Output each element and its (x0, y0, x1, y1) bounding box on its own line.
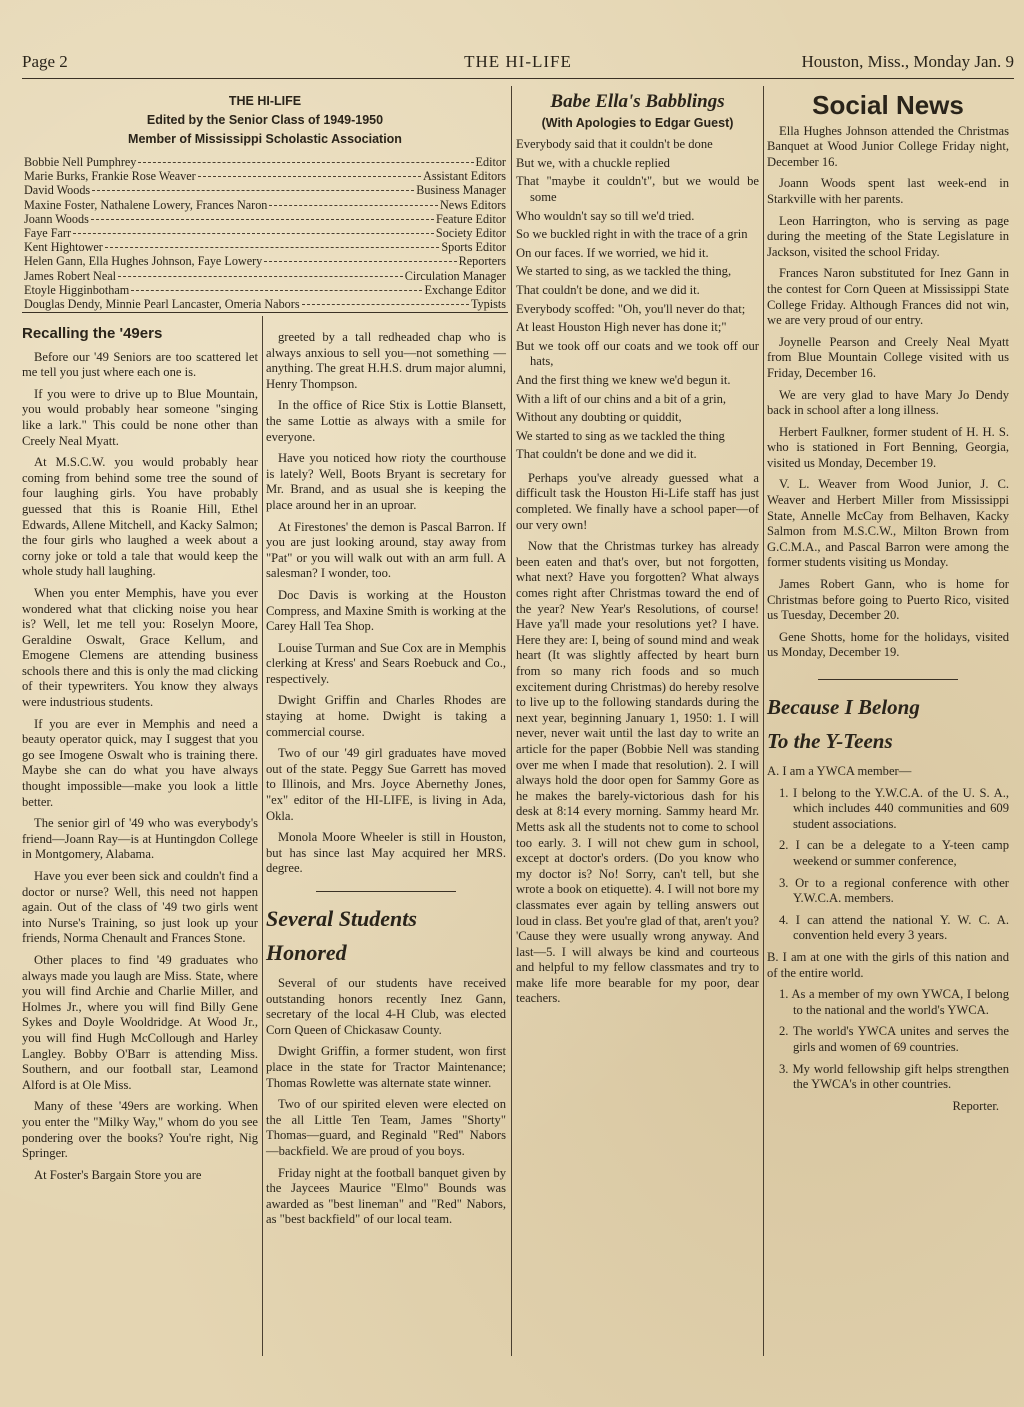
honored-paragraph: Two of our spirited eleven were elected on the all Little Ten Team, James "Shorty" Thomas—guard, and Reginald "Red" Nabors—backfield. We are proud of you boys. (266, 1097, 506, 1158)
social-body (767, 124, 1009, 661)
recalling-column (22, 326, 258, 1189)
honored-paragraph: Several of our students have received outstanding honors recently Inez Gann, secretary of the local 4-H Club, was elected Corn Queen of Chickasaw County. (266, 976, 506, 1037)
babe-poem (516, 137, 759, 463)
poem-line: That "maybe it couldn't", but we would be some (516, 174, 759, 204)
leader-dots (264, 261, 456, 262)
babe-title: Babe Ella's Babblings (550, 91, 725, 112)
recalling-paragraph: At Foster's Bargain Store you are (34, 1167, 202, 1182)
recalling-paragraph: Many of these '49ers are working. When you enter the "Milky Way," whom do you see pondering over the books? You're right, Nig Springer. (22, 1099, 258, 1161)
babe-paragraph: Now that the Christmas turkey has already been eaten and that's over, but not forgotten, what next? Have you forgotten? What always comes right after Christmas toward the end of the year? New Year's Resolutions, of course! Have ya'll made your resolutions yet? I have. Here they are: I, being of sound mind and weak heart (It was slightly affected by heart burn from so many rich foods and so much excitement during Christmas) do hereby resolve to live up to the following standards during the next year, beginning January 1, 1950: 1. I will never, never wait until the last day to write an article for the paper (Bobbie Nell was standing over me when I made that resolution). 2. I will always hold the door open for Sammy Gore as he makes the barely-victorious dash for his desk at 8:14 every morning. Sammy heard Mr. Metts ask all the students not to come to school too early. 3. I will not chew gum in school, except at doctor's orders. (Do you know who my doctor is? No! Sorry, can't tell, but she wrote a book on etiquette). 4. I will not bore my classmates ever again by telling answers out loud in class. Bet you're glad of that, aren't you? 'Cause they were usually wrong anyway. And last—5. I will always be kind and courteous and helpful to my fellow classmates and try to make life more bearable for my poor, dear teachers. (516, 539, 759, 1006)
staff-title: THE HI-LIFE (228, 94, 302, 108)
staff-role: Sports Editor (441, 240, 506, 255)
staff-names: Maxine Foster, Nathalene Lowery, Frances Naron (24, 197, 268, 212)
staff-names: Douglas Dendy, Minnie Pearl Lancaster, Omeria Nabors (24, 297, 300, 312)
poem-line: At least Houston High never has done it;" (516, 320, 727, 335)
honored-title-line1: Several Students (266, 906, 417, 931)
leader-dots (105, 247, 439, 248)
reporter-signature: Reporter. (952, 1098, 999, 1113)
leader-dots (91, 219, 434, 220)
recalling-paragraph: Before our '49 Seniors are too scattered let me tell you just where each one is. (22, 349, 258, 380)
social-paragraph: We are very glad to have Mary Jo Dendy back in school after a long illness. (767, 387, 1009, 418)
poem-line: But we, with a chuckle replied (516, 155, 670, 170)
paper-title: THE HI-LIFE (464, 52, 572, 71)
masthead (22, 50, 1014, 80)
staff-names: Etoyle Higginbotham (24, 282, 130, 297)
leader-dots (131, 290, 422, 291)
col2-paragraph: Dwight Griffin and Charles Rhodes are staying at home. Dwight is taking a commercial course. (266, 693, 506, 739)
social-title: Social News (812, 90, 964, 120)
yteens-item: 3. My world fellowship gift helps strengthen the YWCA's in other countries. (779, 1061, 1009, 1092)
staff-names: Helen Gann, Ella Hughes Johnson, Faye Lowery (24, 254, 263, 269)
poem-line: So we buckled right in with the trace of a grin (516, 227, 748, 242)
staff-box (24, 92, 506, 312)
poem-line: Who wouldn't say so till we'd tried. (516, 208, 695, 223)
recalling-paragraph: If you were to drive up to Blue Mountain, you would probably hear someone "singing like a lark." This could be none other than Creely Neal Myatt. (22, 386, 258, 448)
poem-line: We started to sing, as we tackled the thing, (516, 264, 732, 279)
staff-row (24, 269, 506, 283)
recalling-paragraph: Other places to find '49 graduates who always made you laugh are Miss. State, where you will find Archie and Charlie Miller, and Holmes Jr., where you will find Billy Gene Sykes and Doyle Wooldridge. At Wood Jr., you will find Hugh McCollough and Harley Langley. Bobby O'Barr is attending Miss. Southern, and our football star, Leamond Alford is at Ole Miss. (22, 952, 258, 1092)
recalling-paragraph: The senior girl of '49 who was everybody's friend—Joann Ray—is at Huntingdon College in Montgomery, Alabama. (22, 816, 258, 862)
dateline: Houston, Miss., Monday Jan. 9 (801, 52, 1014, 71)
social-paragraph: Frances Naron substituted for Inez Gann in the contest for Corn Queen at Mississippi State College Friday. Although Frances did not win, we are very proud of our entry. (767, 266, 1009, 328)
poem-line: We started to sing as we tackled the thing (516, 428, 725, 443)
yteens-item: 1. I belong to the Y.W.C.A. of the U. S. A., which includes 440 communities and 609 student associations. (779, 785, 1009, 831)
yteens-item: 3. Or to a regional conference with other Y.W.C.A. members. (779, 875, 1009, 906)
social-paragraph: Joynelle Pearson and Creely Neal Myatt from Blue Mountain College visited with us Friday, December 16. (767, 334, 1009, 380)
staff-row (24, 198, 506, 212)
yteens-list (767, 764, 1009, 1093)
staff-role: Editor (475, 155, 506, 169)
yteens-item: 1. As a member of my own YWCA, I belong to the national and the world's YWCA. (779, 987, 1009, 1017)
staff-row (24, 226, 506, 240)
staff-names: Joann Woods (24, 211, 89, 226)
babe-subtitle: (With Apologies to Edgar Guest) (541, 115, 734, 130)
staff-edited-by: Edited by the Senior Class of 1949-1950 (146, 113, 384, 127)
page-number: Page 2 (22, 52, 68, 71)
staff-role: Circulation Manager (404, 268, 506, 283)
babe-body (516, 471, 759, 1007)
leader-dots (118, 276, 403, 277)
staff-names: Kent Hightower (24, 240, 103, 255)
poem-line: But we took off our coats and we took off our hats, (516, 338, 759, 369)
leader-dots (269, 205, 438, 206)
col2-paragraph: Two of our '49 girl graduates have moved out of the state. Peggy Sue Garrett has moved to Illinois, and Mrs. Joyce Abernethy Jones, "ex" editor of the HI-LIFE, is living in Ada, Okla. (266, 746, 506, 823)
social-paragraph: Herbert Faulkner, former student of H. H. S. who is stationed in Fort Benning, Georgia, visited us Monday, December 19. (767, 424, 1009, 470)
babe-paragraph: Perhaps you've already guessed what a difficult task the Houston Hi-Life staff has just completed. We finally have a school paper—of our very own! (516, 470, 759, 532)
staff-role: Feature Editor (435, 211, 506, 226)
staff-names: Faye Farr (24, 226, 72, 241)
column-divider (262, 316, 263, 1356)
yteens-item: A. I am a YWCA member— (767, 764, 912, 778)
staff-names: David Woods (24, 183, 91, 198)
staff-role: News Editors (439, 197, 506, 212)
poem-line: That couldn't be done, and we did it. (516, 282, 700, 297)
staff-names: Bobbie Nell Pumphrey (24, 155, 137, 169)
staff-rule (22, 312, 508, 313)
poem-line: And the first thing we knew we'd begun it. (516, 372, 731, 387)
col2-paragraph: greeted by a tall redheaded chap who is always anxious to sell you—not something — anything. The great H.H.S. drum major alumni, Henry Thompson. (266, 330, 506, 391)
staff-row (24, 240, 506, 254)
col2-body (266, 330, 506, 877)
recalling-paragraph: Have you ever been sick and couldn't find a doctor or nurse? Well, this need not happen again. Out of the class of '49 two girls went into Nurse's Training, so just look up your friends, Norma Chenault and Frances Stone. (22, 869, 258, 946)
masthead-rule (22, 78, 1014, 79)
col2-paragraph: At Firestones' the demon is Pascal Barron. If you are just looking around, stay away from "Pat" or you will walk out with an arm full. A salesman? I wonder, too. (266, 519, 506, 581)
col2-paragraph: Monola Moore Wheeler is still in Houston, but has since last May acquired her MRS. degree. (266, 830, 506, 876)
staff-member: Member of Mississippi Scholastic Association (128, 132, 402, 146)
staff-role: Assistant Editors (423, 169, 506, 184)
yteens-item: 2. The world's YWCA unites and serves the girls and women of 69 countries. (779, 1024, 1009, 1054)
leader-dots (198, 176, 421, 177)
column-divider (511, 86, 512, 1356)
recalling-title: Recalling the '49ers (22, 325, 163, 342)
poem-line: Everybody said that it couldn't be done (516, 137, 713, 152)
column-two (266, 330, 506, 1234)
yteens-item: 4. I can attend the national Y. W. C. A. convention held every 3 years. (779, 912, 1009, 943)
social-paragraph: Joann Woods spent last week-end in Starkville with her parents. (767, 176, 1009, 206)
staff-names: James Robert Neal (24, 268, 117, 283)
staff-role: Reporters (458, 254, 506, 269)
staff-row (24, 169, 506, 183)
social-column (767, 90, 1009, 1114)
social-paragraph: Leon Harrington, who is serving as page during the meeting of the State Legislature in Jackson, visited the school Friday. (767, 213, 1009, 259)
column-divider (763, 86, 764, 1356)
poem-line: With a lift of our chins and a bit of a grin, (516, 391, 727, 406)
recalling-paragraph: At M.S.C.W. you would probably hear coming from behind some tree the sound of four laughing girls. You have probably guessed that this is Roanie Hill, Ethel Edwards, Allene Mitchell, and Kacky Salmon; the four girls who laughed a week about a corny joke or told a tale that would keep the whole study hall laughing. (22, 455, 258, 579)
yteens-title (767, 690, 1009, 758)
section-rule (818, 679, 958, 680)
social-paragraph: James Robert Gann, who is home for Christmas before going to Puerto Rico, visited us Tuesday, December 20. (767, 577, 1009, 623)
poem-line: That couldn't be done and we did it. (516, 447, 697, 462)
poem-line: Everybody scoffed: "Oh, you'll never do that; (516, 301, 746, 316)
staff-row (24, 212, 506, 226)
poem-line: On our faces. If we worried, we hid it. (516, 245, 709, 260)
col2-paragraph: Doc Davis is working at the Houston Compress, and Maxine Smith is working at the Carey Hall Tea Shop. (266, 587, 506, 634)
leader-dots (92, 190, 414, 191)
social-paragraph: V. L. Weaver from Wood Junior, J. C. Weaver and Herbert Miller from Mississippi State, Annelle McCay from Belhaven, Kacky Salmon from M.S.C.W., Milton Brown from G.C.M.A., and Pascal Barron were among the former students visiting us Monday. (767, 477, 1009, 570)
col2-paragraph: Louise Turman and Sue Cox are in Memphis clerking at Kress' and Sears Roebuck and Co., respectively. (266, 640, 506, 686)
section-rule (316, 891, 456, 892)
staff-row (24, 155, 506, 169)
yteens-item: B. I am at one with the girls of this nation and of the entire world. (767, 949, 1009, 980)
leader-dots (138, 162, 473, 163)
staff-row (24, 183, 506, 197)
staff-role: Typists (470, 297, 506, 312)
recalling-paragraph: If you are ever in Memphis and need a beauty operator quick, may I suggest that you go see Imogene Oswalt who is training there. Maybe she can do what you have always thought impossible—make you look a little better. (22, 716, 258, 809)
staff-role: Business Manager (416, 183, 506, 198)
col2-paragraph: In the office of Rice Stix is Lottie Blansett, the same Lottie as always with a smile for everyone. (266, 398, 506, 444)
honored-paragraph: Friday night at the football banquet given by the Jaycees Maurice "Elmo" Bounds was awarded as "best lineman" and "Red" Nabors, as "best backfield" of our local team. (266, 1165, 506, 1227)
honored-title (266, 902, 506, 970)
recalling-body (22, 350, 258, 1184)
honored-paragraph: Dwight Griffin, a former student, won first place in the state for Tractor Maintenance; Thomas Rowlette was alternate state winner. (266, 1044, 506, 1090)
social-paragraph: Ella Hughes Johnson attended the Christmas Banquet at Wood Junior College Friday night, December 16. (767, 123, 1009, 169)
yteens-title-line2: To the Y-Teens (767, 729, 893, 753)
babe-column (516, 90, 759, 1013)
col2-paragraph: Have you noticed how rioty the courthouse is lately? Well, Boots Bryant is secretary for Mr. Brand, and as usual she is keeping the place around her in an uproar. (266, 451, 506, 512)
staff-row (24, 297, 506, 311)
honored-body (266, 976, 506, 1228)
yteens-title-line1: Because I Belong (767, 695, 920, 719)
staff-role: Exchange Editor (424, 282, 506, 297)
yteens-item: 2. I can be a delegate to a Y-teen camp weekend or summer conference, (779, 838, 1009, 868)
staff-row (24, 254, 506, 268)
poem-line: Without any doubting or quiddit, (516, 410, 682, 425)
staff-row (24, 283, 506, 297)
honored-title-line2: Honored (266, 940, 347, 965)
staff-names: Marie Burks, Frankie Rose Weaver (24, 169, 196, 184)
social-paragraph: Gene Shotts, home for the holidays, visited us Monday, December 19. (767, 629, 1009, 660)
staff-list (24, 155, 506, 311)
recalling-paragraph: When you enter Memphis, have you ever wondered what that clicking noise you hear is? Well, let me tell you: Roselyn Moore, Geraldine Oswalt, Grace Kellum, and Emogene Clemens are attending business schools there and this is only the mad clicking of their typewriters. You know they always were industrious students. (22, 585, 258, 710)
leader-dots (73, 233, 434, 234)
leader-dots (302, 304, 469, 305)
staff-role: Society Editor (435, 226, 506, 241)
